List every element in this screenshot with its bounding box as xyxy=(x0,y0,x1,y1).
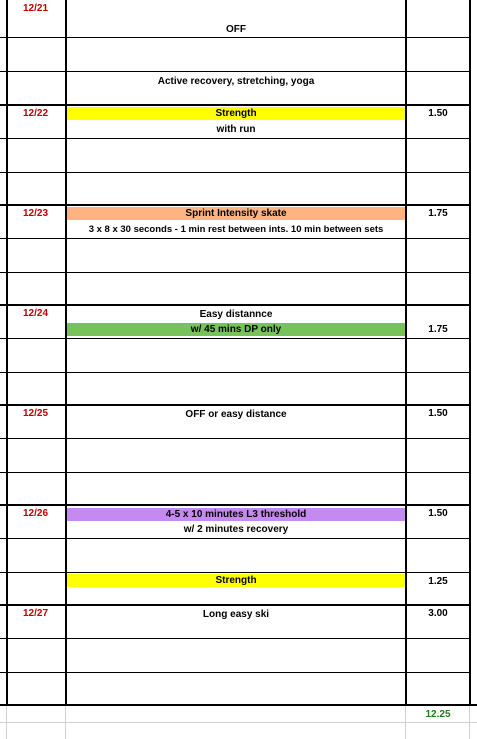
grid-line xyxy=(0,438,470,439)
workout-title: OFF or easy distance xyxy=(185,409,287,420)
grid-line xyxy=(0,238,470,239)
column-border xyxy=(65,0,67,706)
hours-cell[interactable]: 1.50 xyxy=(428,108,448,119)
grid-line xyxy=(0,404,470,406)
grid-line xyxy=(0,504,470,506)
date-cell[interactable]: 12/24 xyxy=(23,308,49,319)
workout-detail: 3 x 8 x 30 seconds - 1 min rest between ints. 10 min between sets xyxy=(88,224,384,235)
column-border xyxy=(405,0,407,706)
workout-title: Strength xyxy=(215,108,257,119)
column-border xyxy=(6,0,8,706)
hours-cell[interactable]: 1.50 xyxy=(428,508,448,519)
grid-line xyxy=(0,71,470,72)
grid-line xyxy=(0,372,470,373)
workout-title: 4-5 x 10 minutes L3 threshold xyxy=(165,509,307,520)
workout-cell[interactable] xyxy=(66,505,406,605)
light-grid xyxy=(0,722,477,723)
workout-note: Active recovery, stretching, yoga xyxy=(157,76,315,87)
workout-extra: Strength xyxy=(215,575,257,586)
grid-line xyxy=(0,472,470,473)
hours-cell[interactable]: 3.00 xyxy=(428,608,448,619)
workout-detail: with run xyxy=(216,124,256,135)
date-cell[interactable]: 12/27 xyxy=(23,608,49,619)
total-hours[interactable]: 12.25 xyxy=(425,709,451,720)
workout-detail: w/ 2 minutes recovery xyxy=(183,524,289,535)
grid-line xyxy=(0,138,470,139)
grid-line xyxy=(0,638,470,639)
grid-line xyxy=(0,672,470,673)
hours-cell-extra[interactable]: 1.25 xyxy=(428,576,448,587)
hours-cell[interactable] xyxy=(406,0,470,105)
workout-title: OFF xyxy=(226,24,246,35)
grid-line xyxy=(0,304,470,306)
date-cell[interactable]: 12/21 xyxy=(23,3,49,14)
hours-cell[interactable]: 1.75 xyxy=(428,208,448,219)
workout-title: Easy distannce xyxy=(199,309,273,320)
grid-line xyxy=(0,272,470,273)
column-border xyxy=(469,0,471,706)
workout-cell[interactable] xyxy=(66,405,406,505)
grid-line xyxy=(0,604,470,606)
workout-cell[interactable] xyxy=(66,305,406,405)
workout-title: Long easy ski xyxy=(202,609,270,620)
grid-line xyxy=(0,338,470,339)
workout-title: Sprint Intensity skate xyxy=(185,208,287,219)
date-cell[interactable]: 12/25 xyxy=(23,408,49,419)
workout-cell[interactable] xyxy=(66,0,406,105)
grid-line xyxy=(0,104,470,106)
grid-line xyxy=(0,538,470,539)
workout-cell[interactable] xyxy=(66,605,406,705)
date-cell[interactable]: 12/22 xyxy=(23,108,49,119)
hours-cell[interactable]: 1.75 xyxy=(428,324,448,335)
grid-line xyxy=(0,572,470,573)
date-cell[interactable]: 12/23 xyxy=(23,208,49,219)
workout-cell[interactable] xyxy=(66,105,406,205)
workout-cell[interactable] xyxy=(66,205,406,305)
grid-line xyxy=(0,37,470,38)
hours-cell[interactable]: 1.50 xyxy=(428,408,448,419)
date-cell[interactable]: 12/26 xyxy=(23,508,49,519)
grid-line xyxy=(0,204,470,206)
workout-detail: w/ 45 mins DP only xyxy=(190,324,282,335)
grid-line xyxy=(0,172,470,173)
